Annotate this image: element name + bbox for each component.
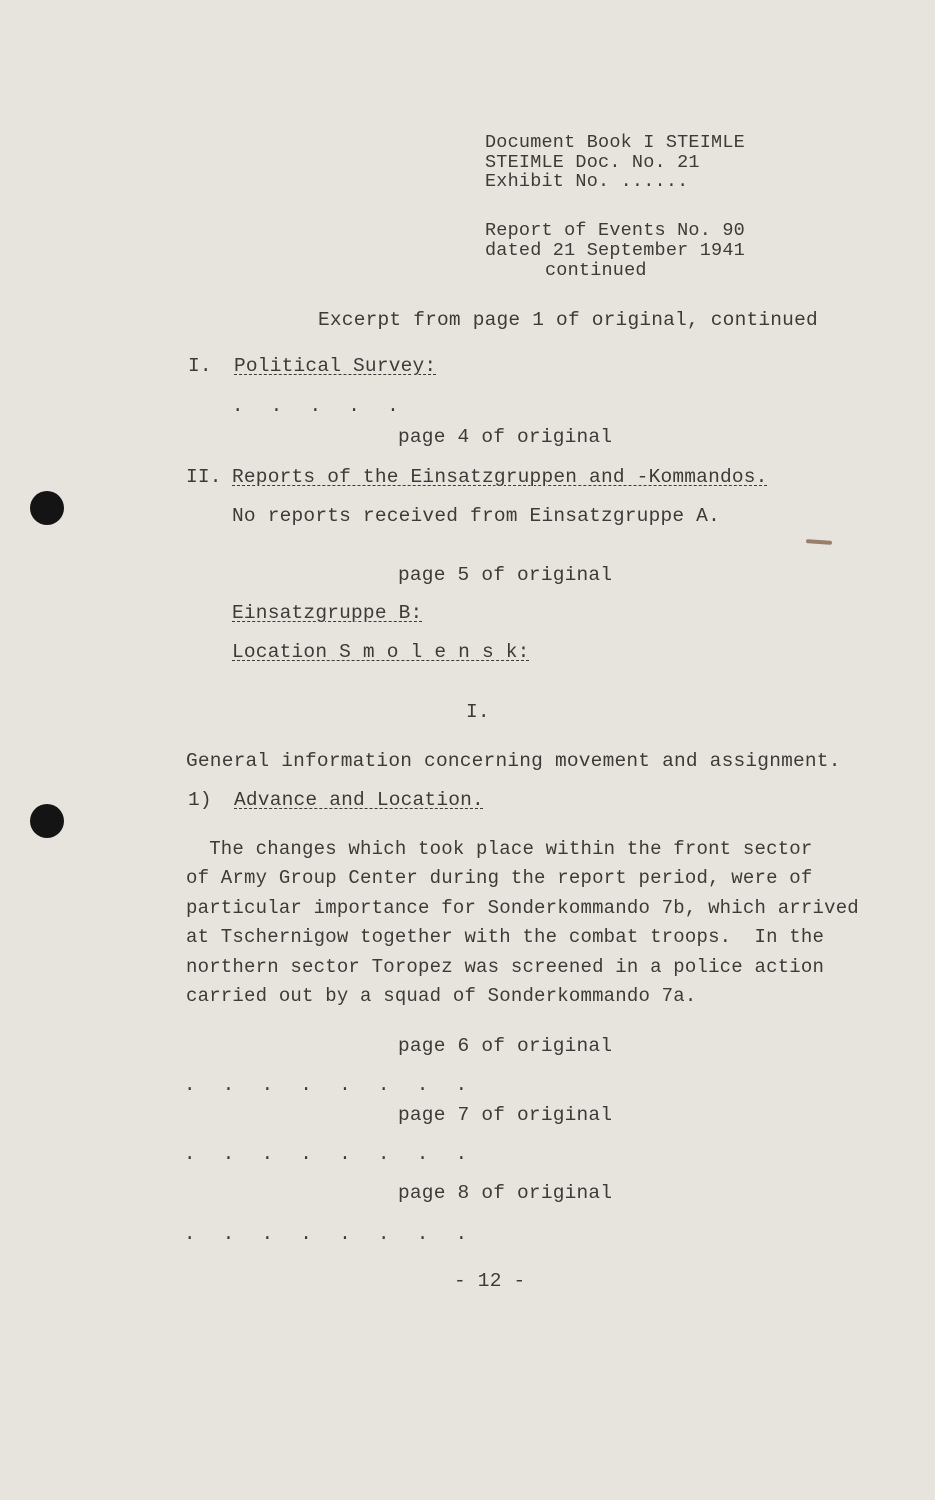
paragraph-line: The changes which took place within the front sector [186, 838, 813, 860]
page-6-note: page 6 of original [398, 1035, 613, 1057]
section-2-title: Reports of the Einsatzgruppen and -Kommandos. [232, 466, 768, 488]
no-reports-line: No reports received from Einsatzgruppe A. [232, 505, 720, 527]
roman-numeral-one: I. [466, 701, 490, 723]
report-line-2: dated 21 September 1941 [485, 240, 745, 261]
ellipsis-2: . . . . . . . . [184, 1074, 476, 1096]
punch-hole-top [30, 491, 64, 525]
excerpt-line: Excerpt from page 1 of original, continued [318, 309, 818, 331]
page-5-note: page 5 of original [398, 564, 613, 586]
general-info-line: General information concerning movement and assignment. [186, 750, 841, 772]
location-heading: Location S m o l e n s k: [232, 641, 530, 663]
page-7-note: page 7 of original [398, 1104, 613, 1126]
report-line-1: Report of Events No. 90 [485, 220, 745, 241]
ellipsis-1: . . . . . [232, 395, 407, 417]
ink-mark [806, 539, 832, 545]
page-8-note: page 8 of original [398, 1182, 613, 1204]
punch-hole-bottom [30, 804, 64, 838]
page-4-note: page 4 of original [398, 426, 613, 448]
section-2-number: II. [186, 466, 222, 488]
doc-no-line: STEIMLE Doc. No. 21 [485, 152, 700, 173]
section-1-number: I. [188, 355, 212, 377]
ellipsis-4: . . . . . . . . [184, 1223, 476, 1245]
ellipsis-3: . . . . . . . . [184, 1143, 476, 1165]
exhibit-line: Exhibit No. ...... [485, 171, 689, 192]
report-line-3: continued [545, 260, 647, 281]
section-1-title: Political Survey: [234, 355, 437, 377]
paragraph-line: at Tschernigow together with the combat troops. In the [186, 926, 825, 948]
doc-book-line: Document Book I STEIMLE [485, 132, 745, 153]
advance-title: Advance and Location. [234, 789, 484, 811]
paragraph-line: carried out by a squad of Sonderkommando 7a. [186, 985, 697, 1007]
paragraph-line: particular importance for Sonderkommando 7b, which arrived [186, 897, 859, 919]
advance-number: 1) [188, 789, 212, 811]
page-number: - 12 - [454, 1270, 526, 1292]
einsatzgruppe-heading: Einsatzgruppe B: [232, 602, 423, 624]
paragraph-line: northern sector Toropez was screened in a police action [186, 956, 825, 978]
paragraph-line: of Army Group Center during the report period, were of [186, 867, 813, 889]
